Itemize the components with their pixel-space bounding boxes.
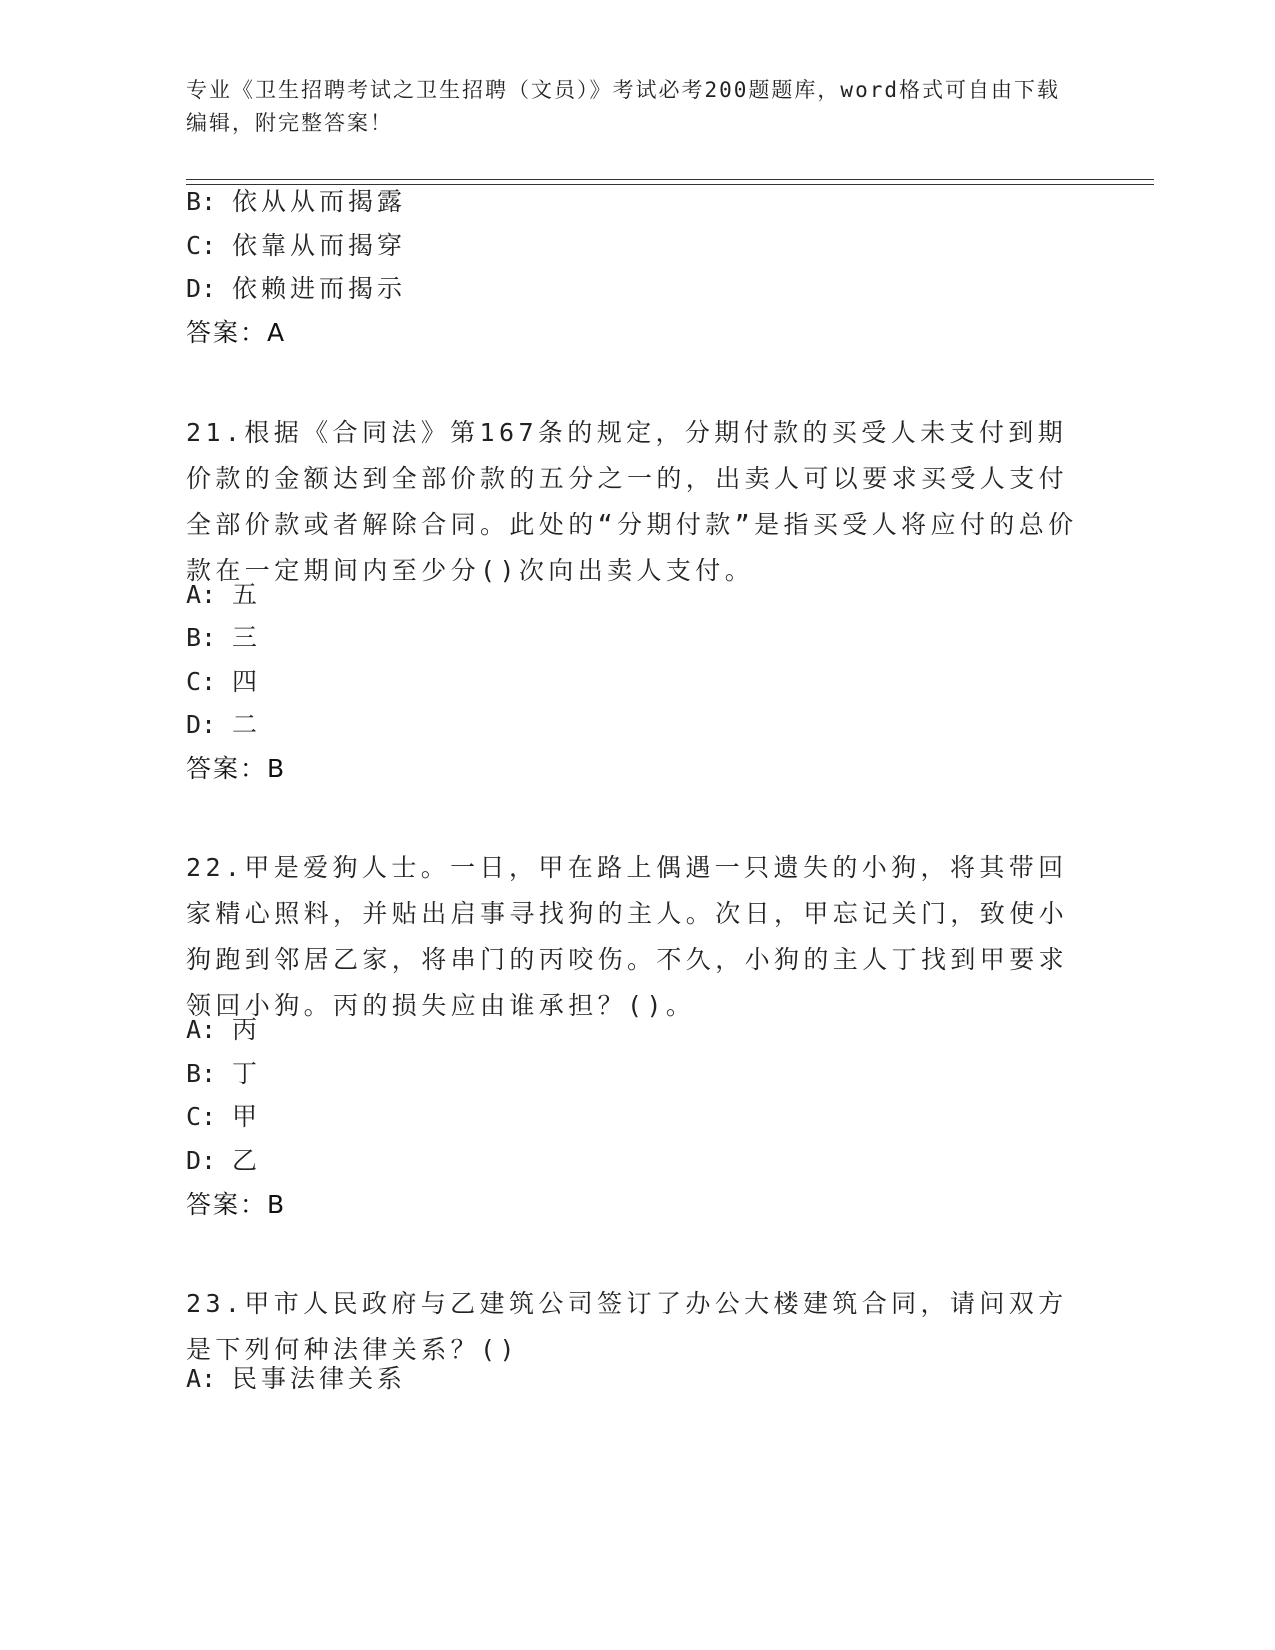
option-key: D: (186, 274, 217, 303)
option-key: A: (186, 1364, 217, 1393)
option-b (186, 623, 261, 653)
option-a (186, 1364, 406, 1394)
option-c (186, 231, 406, 261)
option-text: 依从从而揭露 (232, 187, 407, 216)
question-22-text: 22.甲是爱狗人士。一日，甲在路上偶遇一只遗失的小狗，将其带回家精心照料，并贴出启事寻找狗的主人。次日，甲忘记关门，致使小狗跑到邻居乙家，将串门的丙咬伤。不久，小狗的主人丁找到甲要求领回小狗。丙的损失应由谁承担？()。 (186, 853, 1069, 1020)
option-key: A: (186, 1015, 217, 1044)
option-text: 依靠从而揭穿 (232, 231, 407, 260)
option-key: D: (186, 710, 217, 739)
option-text: 二 (232, 710, 262, 739)
option-key: B: (186, 623, 217, 652)
option-text: 五 (232, 580, 262, 609)
option-key: A: (186, 580, 217, 609)
document-header: 专业《卫生招聘考试之卫生招聘（文员）》考试必考200题题库，word格式可自由下载编辑，附完整答案！ (186, 78, 1060, 135)
header-divider-bottom (186, 184, 1154, 185)
option-d (186, 1146, 261, 1176)
option-key: D: (186, 1146, 217, 1175)
question-21-text: 21.根据《合同法》第167条的规定，分期付款的买受人未支付到期价款的金额达到全部价款的五分之一的，出卖人可以要求买受人支付全部价款或者解除合同。此处的“分期付款”是指买受人将应付的总价款在一定期间内至少分()次向出卖人支付。 (186, 418, 1078, 585)
option-b (186, 1059, 261, 1089)
question-23-text: 23.甲市人民政府与乙建筑公司签订了办公大楼建筑合同，请问双方是下列何种法律关系？() (186, 1289, 1068, 1364)
option-text: 丁 (232, 1059, 262, 1088)
option-d (186, 274, 406, 304)
answer-line: 答案：B (186, 1190, 287, 1219)
option-key: B: (186, 187, 217, 216)
option-key: C: (186, 1102, 217, 1131)
answer-line: 答案：A (186, 318, 287, 347)
option-b (186, 187, 406, 217)
header-divider-top (186, 179, 1154, 180)
answer-line: 答案：B (186, 754, 287, 783)
option-key: C: (186, 667, 217, 696)
option-a (186, 1015, 261, 1045)
option-key: B: (186, 1059, 217, 1088)
option-a (186, 580, 261, 610)
option-text: 丙 (232, 1015, 262, 1044)
option-c (186, 667, 261, 697)
option-text: 乙 (232, 1146, 262, 1175)
option-key: C: (186, 231, 217, 260)
option-text: 甲 (232, 1102, 262, 1131)
option-text: 三 (232, 623, 262, 652)
option-text: 民事法律关系 (232, 1364, 407, 1393)
option-text: 依赖进而揭示 (232, 274, 407, 303)
option-c (186, 1102, 261, 1132)
option-text: 四 (232, 667, 262, 696)
option-d (186, 710, 261, 740)
